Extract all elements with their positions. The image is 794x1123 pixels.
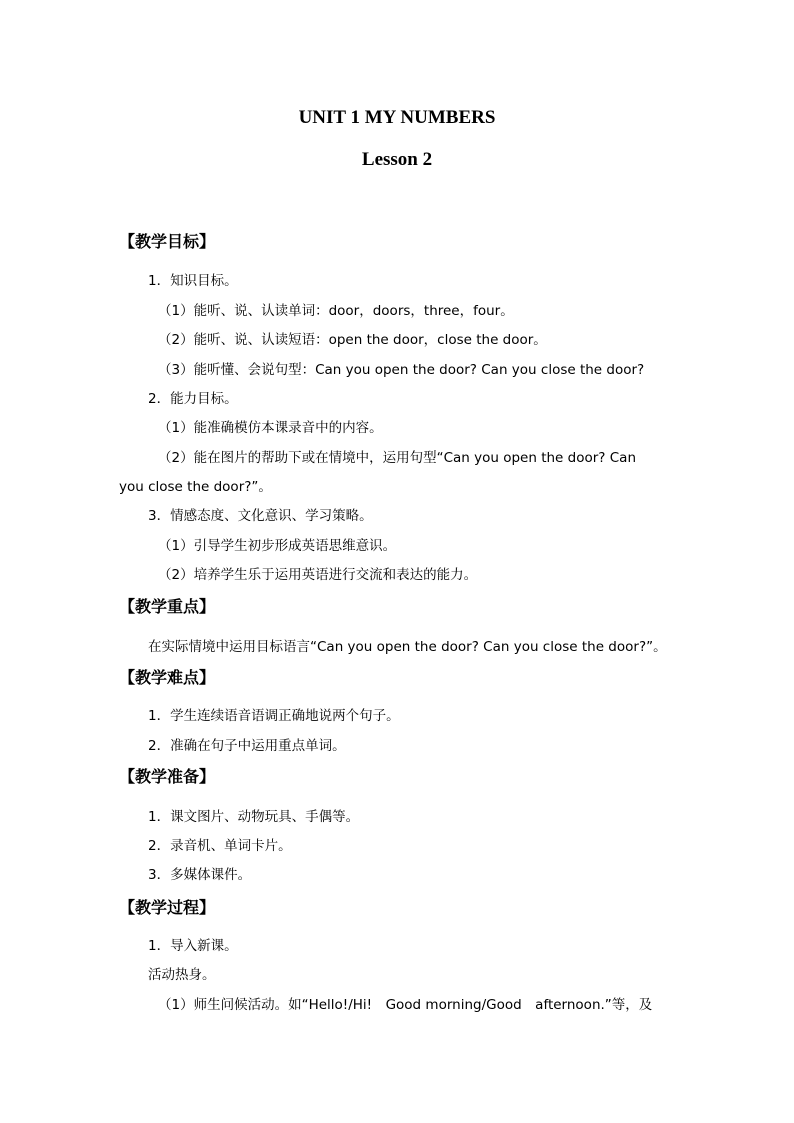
process-line: 活动热身。: [148, 967, 216, 983]
process-line: （1）师生问候活动。如“Hello!/Hi! Good morning/Good afternoon.”等，及: [158, 997, 653, 1013]
document-subtitle: Lesson 2: [361, 149, 433, 170]
objective-line: you close the door?”。: [119, 479, 272, 495]
section-heading-objectives: 【教学目标】: [119, 232, 216, 251]
section-heading-preparation: 【教学准备】: [119, 767, 216, 786]
preparation-line: 2．录音机、单词卡片。: [148, 838, 292, 854]
objective-line: （1）能听、说、认读单词：door，doors，three，four。: [158, 303, 514, 319]
section-heading-key-points: 【教学重点】: [119, 597, 216, 616]
objective-line: 1．知识目标。: [148, 273, 238, 289]
section-heading-process: 【教学过程】: [119, 898, 216, 917]
objective-line: （2）能听、说、认读短语：open the door，close the door。: [158, 332, 547, 348]
objective-line: 3．情感态度、文化意识、学习策略。: [148, 508, 373, 524]
objective-line: （1）能准确模仿本课录音中的内容。: [158, 420, 383, 436]
preparation-line: 1．课文图片、动物玩具、手偶等。: [148, 809, 360, 825]
difficulty-line: 2．准确在句子中运用重点单词。: [148, 738, 346, 754]
objective-line: （3）能听懂、会说句型：Can you open the door? Can you close the door?: [158, 362, 645, 378]
document-title: UNIT 1 MY NUMBERS: [298, 107, 496, 128]
preparation-line: 3．多媒体课件。: [148, 867, 252, 883]
difficulty-line: 1．学生连续语音语调正确地说两个句子。: [148, 708, 400, 724]
process-line: 1．导入新课。: [148, 938, 238, 954]
objective-line: （2）培养学生乐于运用英语进行交流和表达的能力。: [158, 567, 478, 583]
objective-line: （2）能在图片的帮助下或在情境中，运用句型“Can you open the door? Can: [158, 450, 637, 466]
key-point-line: 在实际情境中运用目标语言“Can you open the door? Can you close the door?”。: [148, 639, 667, 655]
section-heading-difficulties: 【教学难点】: [119, 668, 216, 687]
objective-line: 2．能力目标。: [148, 391, 238, 407]
objective-line: （1）引导学生初步形成英语思维意识。: [158, 538, 397, 554]
